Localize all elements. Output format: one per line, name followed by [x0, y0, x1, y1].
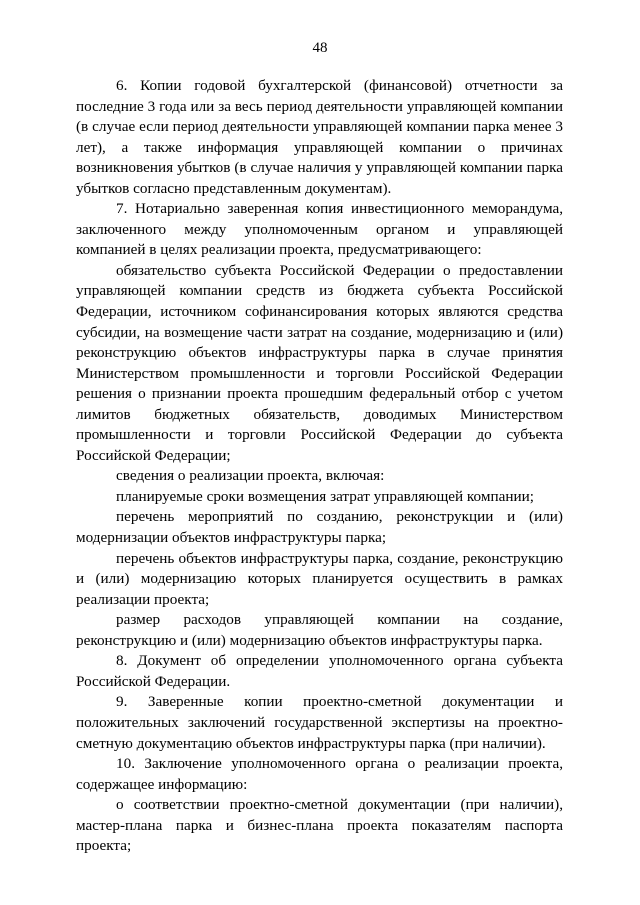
- paragraph-item-8: 8. Документ об определении уполномоченного органа субъекта Российской Федерации.: [76, 652, 563, 690]
- paragraph-activities-list: перечень мероприятий по созданию, реконструкции и (или) модернизации объектов инфраструктуры парка;: [76, 508, 563, 547]
- paragraph-item-7: 7. Нотариально заверенная копия инвестиционного меморандума, заключенного между уполномоченным органом и управляющей компанией в целях реализации проекта, предусматривающего:: [76, 200, 563, 259]
- document-body: [76, 76, 563, 857]
- paragraph-reimbursement-terms: планируемые сроки возмещения затрат управляющей компании;: [116, 487, 534, 505]
- paragraph-obligation: обязательство субъекта Российской Федерации о предоставлении управляющей компании средств из бюджета субъекта Российской Федерации, источником софинансирования которых являются средства субсидии, на возмещение части затрат на создание, модернизацию и (или) реконструкцию объектов инфраструктуры парка в случае принятия Министерством промышленности и торговли Российской Федерации решения о признании проекта прошедшим федеральный отбор с учетом лимитов бюджетных обязательств, доводимых Министерством промышленности и торговли Российской Федерации до субъекта Российской Федерации;: [76, 261, 563, 464]
- paragraph-item-10: 10. Заключение уполномоченного органа о реализации проекта, содержащее информацию:: [76, 755, 563, 793]
- paragraph-project-info: сведения о реализации проекта, включая:: [116, 467, 385, 485]
- paragraph-item-6: 6. Копии годовой бухгалтерской (финансовой) отчетности за последние 3 года или за весь период деятельности управляющей компании (в случае если период деятельности управляющей компании парка менее 3 лет), а также информация управляющей компании о причинах возникновения убытков (в случае наличия у управляющей компании парка убытков согласно представленным документам).: [76, 77, 563, 197]
- paragraph-item-9: 9. Заверенные копии проектно-сметной документации и положительных заключений государственной экспертизы на проектно-сметную документацию объектов инфраструктуры парка (при наличии).: [76, 693, 563, 752]
- paragraph-infrastructure-objects: перечень объектов инфраструктуры парка, создание, реконструкцию и (или) модернизацию которых планируется осуществить в рамках реализации проекта;: [76, 549, 563, 608]
- paragraph-expenses-amount: размер расходов управляющей компании на создание, реконструкцию и (или) модернизацию объектов инфраструктуры парка.: [76, 611, 563, 649]
- paragraph-compliance: о соответствии проектно-сметной документации (при наличии), мастер-плана парка и бизнес-плана проекта показателям паспорта проекта;: [76, 796, 563, 855]
- page-number: 48: [312, 40, 328, 56]
